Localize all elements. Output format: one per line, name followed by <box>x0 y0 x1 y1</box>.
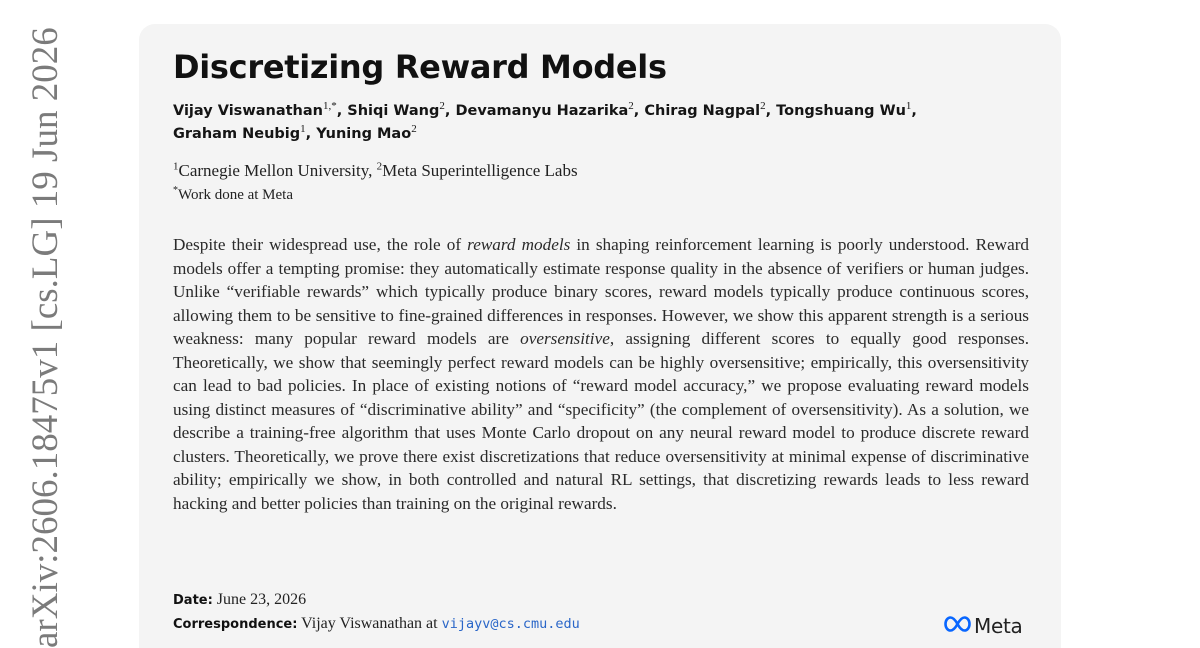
date-line <box>173 591 306 609</box>
correspondence-line <box>173 615 580 633</box>
email-link[interactable]: vijayv@cs.cmu.edu <box>441 616 580 632</box>
author[interactable]: Shiqi Wang$^2$ <box>347 100 445 119</box>
footnote: *Work done at Meta <box>173 185 294 203</box>
date-value: June 23, 2026 <box>216 591 307 608</box>
meta-logo <box>944 614 1022 638</box>
affiliation: Carnegie Mellon University <box>178 161 369 180</box>
affiliation: Meta Superintelligence Labs <box>382 161 578 180</box>
author[interactable]: Devamanyu Hazarika$^2$ <box>455 100 634 119</box>
paper-title: Discretizing Reward Models <box>173 48 667 86</box>
correspondence-name: Vijay Viswanathan at <box>301 615 438 632</box>
author-list: Vijay Viswanathan$^{1,*}$, Shiqi Wang$^2$, Devamanyu Hazarika$^2$, Chirag Nagpal$^2$, Tongshuang Wu$^1$, Graham Neubig$^1$, Yuning Mao$^2$ <box>173 100 917 142</box>
meta-infinity-icon <box>944 616 971 637</box>
abstract: Despite their widespread use, the role of reward models in shaping reinforcement learning is poorly understood. Reward models offer a tempting promise: they automatically estimate response quality in the absence of verifiers or human judges. Unlike “verifiable rewards” which typically produce binary scores, reward models typically produce continuous scores, allowing them to be sensitive to fine-grained differences in responses. However, we show this apparent strength is a serious weakness: many popular reward models are oversensitive, assigning different scores to equally good responses. Theoretically, we show that seemingly perfect reward models can be highly oversensitive; empirically, this oversensitivity can lead to bad policies. In place of existing notions of “reward model accuracy,” we propose evaluating reward models using distinct measures of “discriminative ability” and “specificity” (the complement of oversensitivity). As a solution, we describe a training-free algorithm that uses Monte Carlo dropout on any neural reward model to produce discrete reward clusters. Theoretically, we prove there exist discretizations that reduce oversensitivity at minimal expense of discriminative ability; empirically we show, in both controlled and natural RL settings, that discretizing rewards leads to less reward hacking and better policies than training on the original rewards. <box>173 235 1030 513</box>
meta-logo-text: Meta <box>974 614 1023 638</box>
author[interactable]: Vijay Viswanathan$^{1,*}$ <box>173 100 337 119</box>
author[interactable]: Tongshuang Wu$^1$ <box>776 100 912 119</box>
author[interactable]: Chirag Nagpal$^2$ <box>644 100 766 119</box>
emphasis: reward models <box>467 235 571 254</box>
arxiv-stamp: arXiv:2606.18475v1 [cs.LG] 19 Jun 2026 <box>25 27 66 648</box>
emphasis: oversensitive <box>520 329 610 348</box>
author[interactable]: Graham Neubig$^1$ <box>173 123 306 142</box>
correspondence-label: Correspondence: <box>173 617 298 632</box>
affiliations: $^1$Carnegie Mellon University, $^2$Meta Superintelligence Labs <box>173 160 578 180</box>
author[interactable]: Yuning Mao$^2$ <box>316 123 417 142</box>
date-label: Date: <box>173 593 213 608</box>
